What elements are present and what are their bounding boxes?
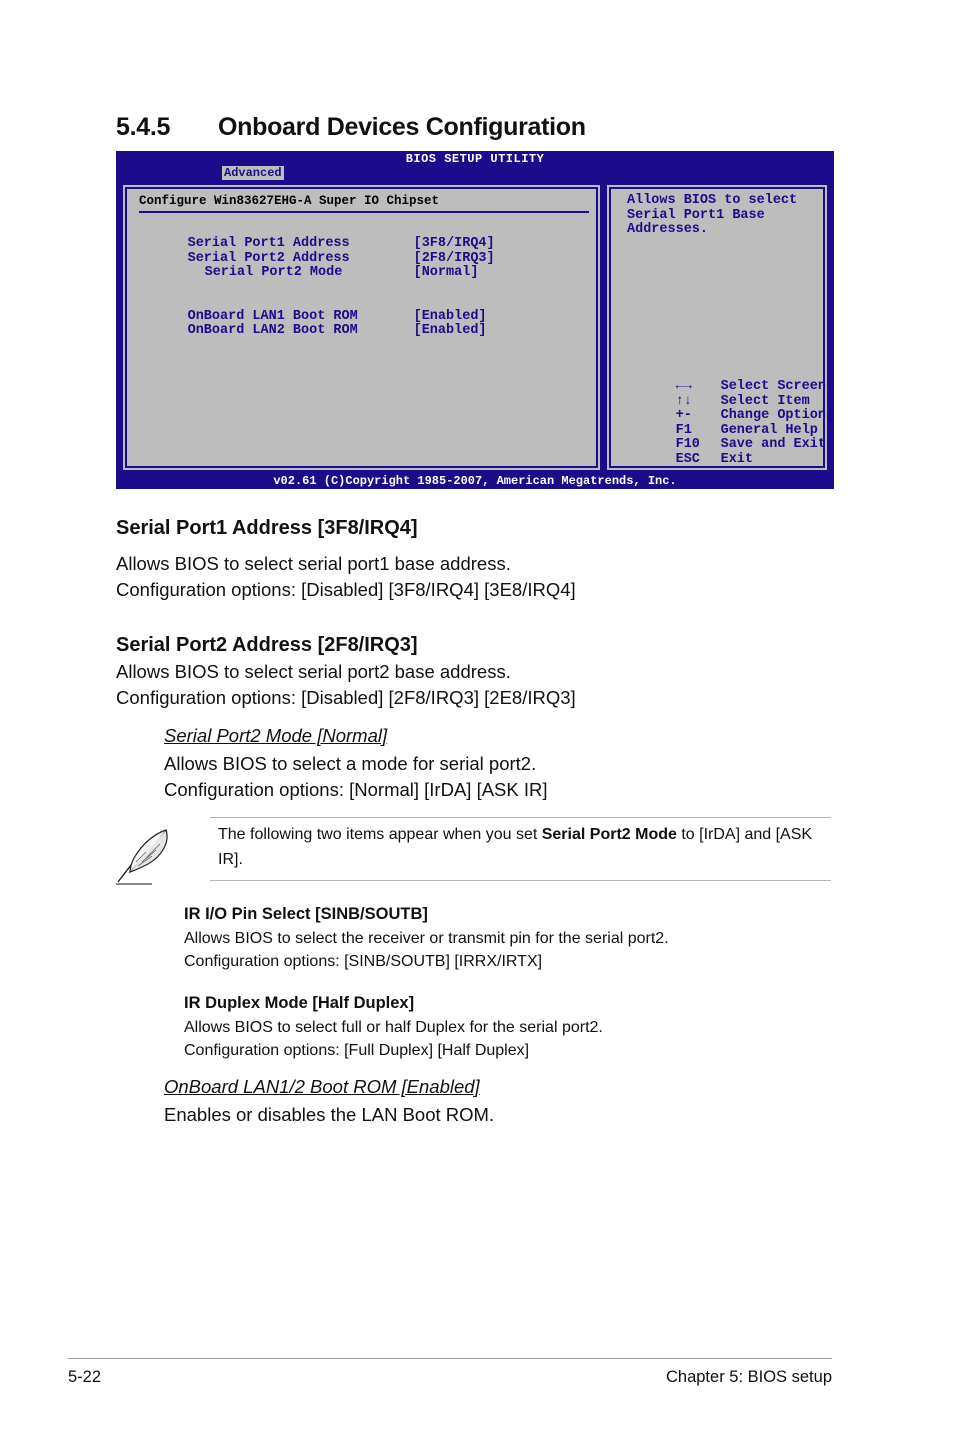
section-title: Onboard Devices Configuration	[218, 113, 586, 141]
bios-tab-advanced[interactable]: Advanced	[224, 166, 282, 180]
note-top-rule	[210, 817, 831, 818]
mode-options: Configuration options: [Normal] [IrDA] [ASK IR]	[164, 779, 548, 800]
bios-key-select-item: ↑↓ Select Item	[675, 393, 810, 409]
bios-help-panel	[605, 183, 829, 472]
bios-screen	[116, 151, 834, 489]
section-heading	[116, 113, 586, 142]
lan-heading: OnBoard LAN1/2 Boot ROM [Enabled]	[164, 1076, 480, 1097]
bios-item-label: Serial Port2 Mode	[204, 265, 343, 280]
bios-item-label: Serial Port2 Address	[187, 251, 350, 266]
irpin-desc: Allows BIOS to select the receiver or transmit pin for the serial port2.	[184, 930, 669, 947]
bios-key-select-screen: ←→ Select Screen	[675, 378, 826, 394]
page-number: 5-22	[68, 1368, 102, 1386]
bios-item-label: Serial Port1 Address	[187, 236, 350, 251]
serial1-options: Configuration options: [Disabled] [3F8/IRQ4] [3E8/IRQ4]	[116, 579, 576, 600]
serial1-desc: Allows BIOS to select serial port1 base address.	[116, 553, 511, 574]
lan-desc: Enables or disables the LAN Boot ROM.	[164, 1104, 495, 1125]
bios-item-label: OnBoard LAN2 Boot ROM	[187, 323, 358, 338]
bios-item-value: [Normal]	[413, 265, 479, 280]
bios-panel-heading: Configure Win83627EHG-A Super IO Chipset	[139, 194, 440, 208]
bios-key-change-option: +- Change Option	[675, 407, 826, 423]
bios-item-serial1-address[interactable]	[139, 221, 495, 251]
bios-key-exit: ESC Exit	[675, 451, 754, 467]
bios-item-serial2-address[interactable]	[139, 236, 495, 266]
bios-title: BIOS SETUP UTILITY	[405, 152, 545, 166]
section-number: 5.4.5	[116, 113, 171, 141]
irduplex-heading: IR Duplex Mode [Half Duplex]	[184, 994, 415, 1012]
bios-item-label: OnBoard LAN1 Boot ROM	[187, 309, 358, 324]
irpin-heading: IR I/O Pin Select [SINB/SOUTB]	[184, 905, 428, 923]
serial2-options: Configuration options: [Disabled] [2F8/IRQ3] [2E8/IRQ3]	[116, 687, 576, 708]
serial1-heading: Serial Port1 Address [3F8/IRQ4]	[116, 517, 418, 539]
bios-item-value: [Enabled]	[413, 323, 487, 338]
bios-item-lan2-boot-rom[interactable]	[139, 308, 487, 338]
serial2-heading: Serial Port2 Address [2F8/IRQ3]	[116, 634, 418, 656]
feather-note-icon	[112, 826, 176, 886]
serial2-desc: Allows BIOS to select serial port2 base address.	[116, 661, 511, 682]
note-bold-term: Serial Port2 Mode	[541, 826, 677, 843]
irpin-options: Configuration options: [SINB/SOUTB] [IRRX/IRTX]	[184, 953, 543, 970]
bios-key-save-exit: F10 Save and Exit	[675, 436, 826, 452]
irduplex-desc: Allows BIOS to select full or half Duplex for the serial port2.	[184, 1019, 603, 1036]
mode-heading: Serial Port2 Mode [Normal]	[164, 725, 388, 746]
bios-item-value: [3F8/IRQ4]	[413, 236, 495, 251]
mode-desc: Allows BIOS to select a mode for serial port2.	[164, 753, 537, 774]
bios-help-text: Allows BIOS to select Serial Port1 Base Addresses.	[627, 193, 798, 237]
bios-main-panel	[121, 183, 602, 472]
bios-item-value: [2F8/IRQ3]	[413, 251, 495, 266]
note-bottom-rule	[210, 880, 831, 881]
bios-item-lan1-boot-rom[interactable]	[139, 294, 487, 324]
chapter-label: Chapter 5: BIOS setup	[665, 1368, 832, 1386]
irduplex-options: Configuration options: [Full Duplex] [Half Duplex]	[184, 1042, 530, 1059]
bios-item-serial2-mode[interactable]	[139, 250, 479, 280]
arrows-up-down-icon: ↑↓	[675, 393, 692, 409]
arrows-left-right-icon: ←→	[675, 378, 692, 394]
bios-key-general-help: F1 General Help	[675, 422, 818, 438]
bios-item-value: [Enabled]	[413, 309, 487, 324]
note-text: The following two items appear when you set Serial Port2 Mode to [IrDA] and [ASK IR].	[218, 826, 813, 868]
bios-divider	[139, 211, 589, 213]
bios-footer: v02.61 (C)Copyright 1985-2007, American Megatrends, Inc.	[273, 474, 677, 488]
footer-rule	[68, 1358, 832, 1359]
